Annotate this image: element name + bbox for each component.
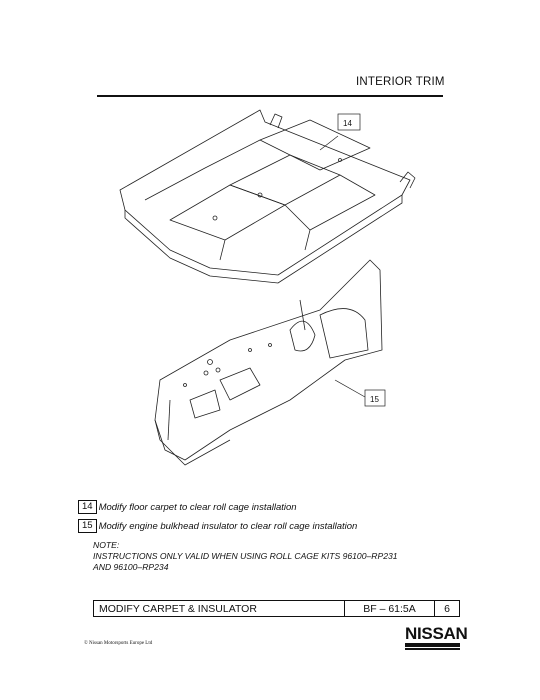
header-rule — [97, 95, 443, 97]
callout-text: Modify engine bulkhead insulator to clear roll cage installation — [98, 520, 358, 532]
callout-number: 15 — [78, 519, 97, 533]
copyright-notice: © Nissan Motorsports Europe Ltd — [84, 641, 153, 646]
note-heading: NOTE: — [93, 540, 120, 550]
note-line-2: AND 96100–RP234 — [93, 562, 169, 572]
reference-number: BF – 61:5A — [345, 600, 435, 617]
callout-number: 14 — [78, 500, 97, 514]
carpet-insulator-diagram — [110, 100, 430, 480]
label-15: 15 — [370, 395, 379, 404]
callout-text: Modify floor carpet to clear roll cage installation — [98, 501, 297, 513]
section-title: INTERIOR TRIM — [356, 76, 445, 88]
nissan-logo — [404, 624, 468, 654]
document-title: MODIFY CARPET & INSULATOR — [93, 600, 345, 617]
title-block — [93, 600, 460, 617]
note-line-1: INSTRUCTIONS ONLY VALID WHEN USING ROLL CAGE KITS 96100–RP231 — [93, 551, 398, 561]
brand-text: NISSAN — [405, 624, 468, 643]
callout-15 — [78, 519, 357, 533]
page-number: 6 — [435, 600, 460, 617]
note-block — [93, 540, 398, 573]
callout-14 — [78, 500, 297, 514]
label-14: 14 — [343, 119, 352, 128]
